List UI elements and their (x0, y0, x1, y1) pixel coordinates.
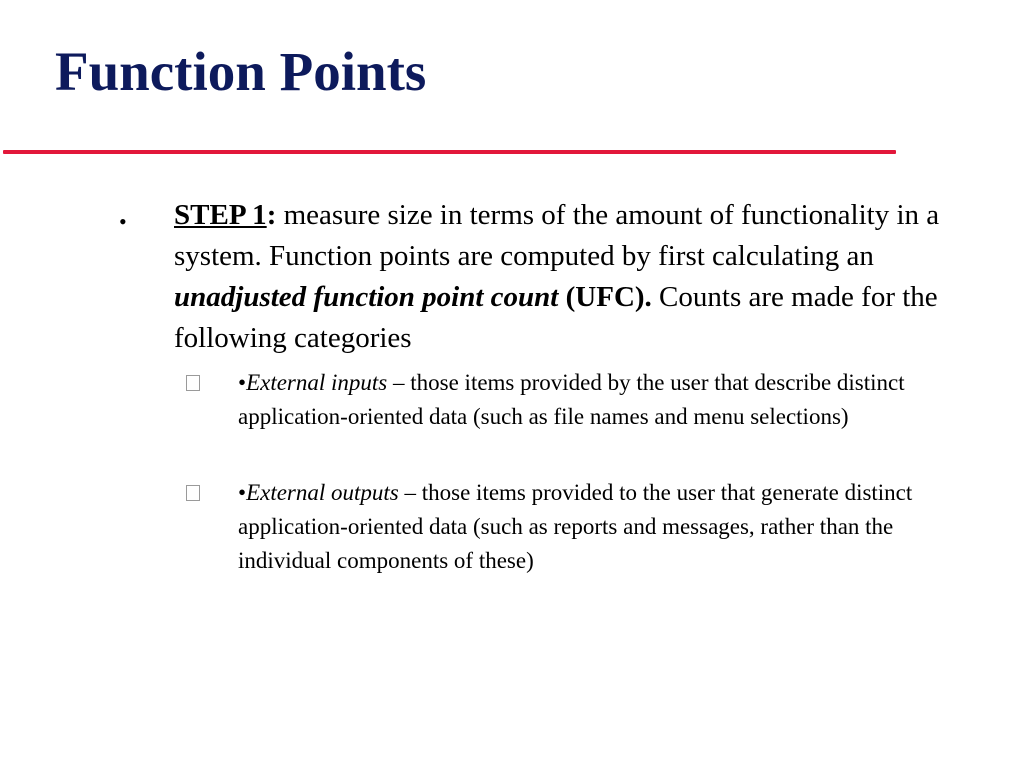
sub-bullet-marker-icon (186, 485, 200, 501)
emphasized-abbreviation: (UFC). (558, 281, 652, 313)
title-divider (3, 150, 896, 154)
main-text-part-2: Counts are made for the following categories (174, 281, 938, 354)
sub-point-external-inputs (238, 366, 968, 434)
sub-point-external-outputs (238, 476, 968, 578)
sub-point-description: – those items provided to the user that generate distinct application-oriented data (such as reports and messages, rather than the individual components of these) (238, 480, 913, 573)
sub-bullet-dot: • (238, 370, 247, 395)
step-label: STEP 1 (174, 199, 267, 231)
main-point-text (174, 195, 954, 359)
slide-title: Function Points (55, 41, 427, 102)
sub-bullet-marker-icon (186, 375, 200, 391)
step-colon: : (266, 199, 277, 231)
emphasized-term: unadjusted function point count (174, 281, 559, 313)
sub-point-description: – those items provided by the user that describe distinct application-oriented data (such as file names and menu selections) (238, 370, 905, 429)
main-text-part-1: measure size in terms of the amount of functionality in a system. Function points are computed by first calculating an (174, 199, 940, 272)
sub-point-term: External inputs (246, 370, 388, 395)
sub-bullet-dot: • (238, 480, 247, 505)
main-bullet: • (119, 209, 127, 234)
sub-point-term: External outputs (246, 480, 399, 505)
